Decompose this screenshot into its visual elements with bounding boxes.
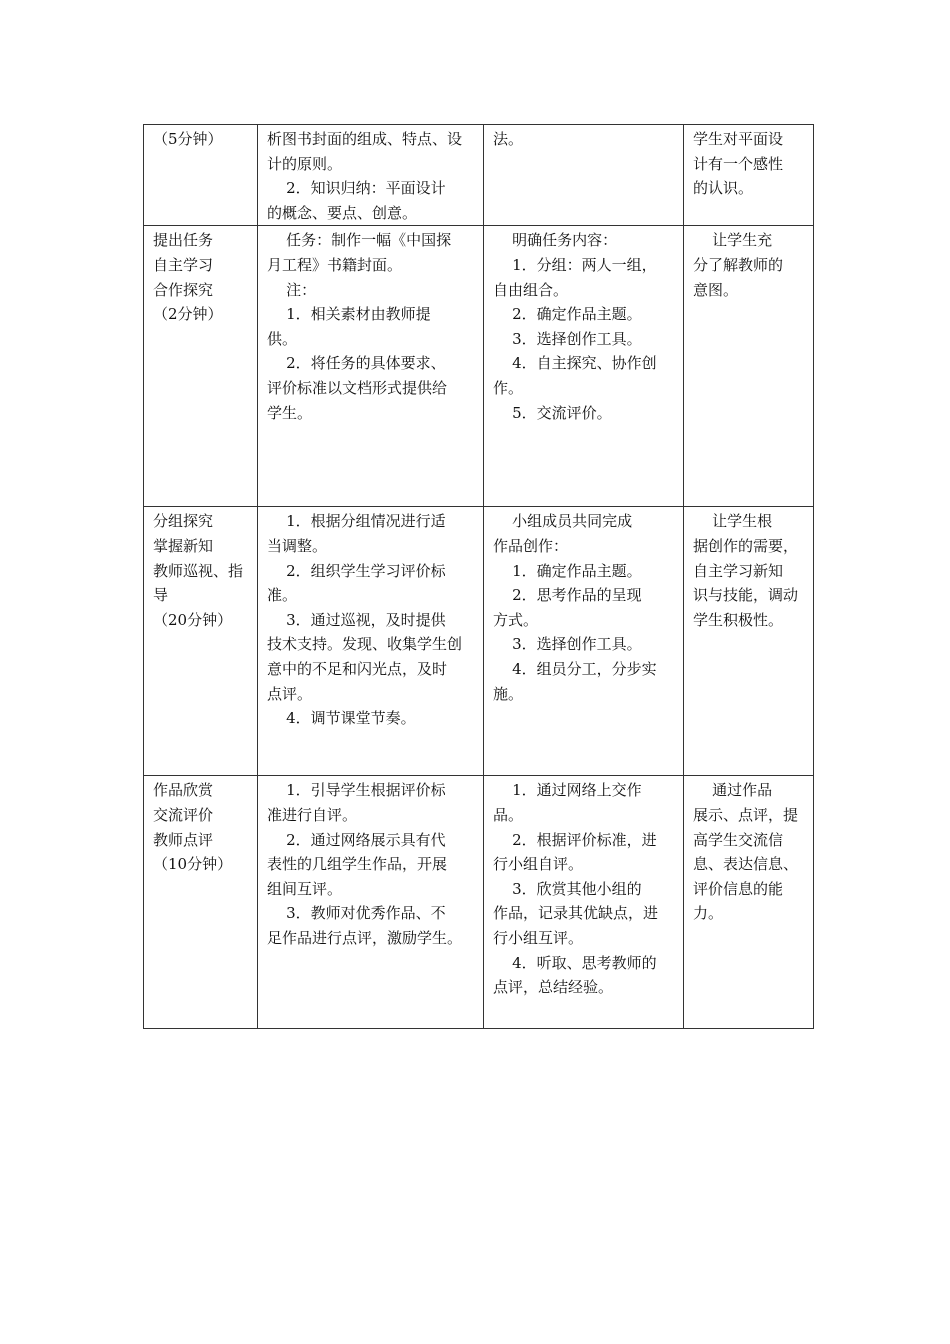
cell-line: 学生积极性。: [693, 610, 784, 629]
lesson-plan-table: [143, 124, 814, 1029]
cell-line: 法。: [493, 130, 524, 148]
cell-line: 1．引导学生根据评价标: [267, 781, 446, 800]
cell-line: 据创作的需要，: [693, 536, 799, 555]
design-intent-cell: [684, 125, 814, 226]
cell-line: 教师巡视、指: [153, 561, 244, 580]
cell-line: 评价标准以文档形式提供给: [267, 378, 448, 397]
cell-line: 3．选择创作工具。: [493, 635, 642, 654]
cell-line: 3．通过巡视，及时提供: [267, 610, 446, 629]
cell-line: 自由组合。: [493, 280, 569, 299]
cell-line: 计有一个感性: [693, 154, 784, 173]
teacher-activity-cell: [258, 226, 484, 507]
student-activity-cell: [484, 776, 684, 1029]
cell-line: （10分钟）: [153, 855, 233, 874]
cell-line: 分组探究: [153, 512, 214, 531]
cell-line: 行小组自评。: [493, 855, 584, 874]
stage-cell: [144, 776, 258, 1029]
cell-line: 析图书封面的组成、特点、设: [267, 130, 463, 148]
cell-line: 作品欣赏: [153, 781, 214, 800]
cell-line: （5分钟）: [153, 130, 223, 148]
cell-line: 的概念、要点、创意。: [267, 203, 418, 222]
cell-line: 月工程》书籍封面。: [267, 255, 403, 274]
cell-line: 学生。: [267, 403, 313, 422]
stage-cell: [144, 507, 258, 776]
cell-line: 2．将任务的具体要求、: [267, 354, 446, 373]
cell-line: 4．自主探究、协作创: [493, 354, 657, 373]
cell-line: 2．思考作品的呈现: [493, 586, 642, 605]
cell-line: 小组成员共同完成: [493, 512, 633, 531]
stage-cell: [144, 125, 258, 226]
cell-line: 表性的几组学生作品，开展: [267, 855, 448, 874]
cell-line: 方式。: [493, 610, 539, 629]
cell-line: 意图。: [693, 280, 739, 299]
student-activity-cell: [484, 125, 684, 226]
table-row: [144, 776, 814, 1029]
cell-line: 1．根据分组情况进行适: [267, 512, 446, 531]
cell-line: 作品，记录其优缺点，进: [493, 904, 659, 923]
cell-line: 2．确定作品主题。: [493, 305, 642, 324]
table-row: [144, 125, 814, 226]
cell-line: 1．通过网络上交作: [493, 781, 642, 800]
cell-line: 2．知识归纳：平面设计: [267, 179, 446, 198]
cell-line: 任务：制作一幅《中国探: [267, 231, 452, 250]
cell-line: 点评，总结经验。: [493, 978, 614, 997]
teacher-activity-cell: [258, 125, 484, 226]
cell-line: 4．组员分工，分步实: [493, 659, 657, 678]
cell-line: 4．听取、思考教师的: [493, 953, 657, 972]
cell-line: 高学生交流信: [693, 830, 784, 849]
cell-line: 技术支持。发现、收集学生创: [267, 635, 463, 654]
student-activity-cell: [484, 226, 684, 507]
cell-line: 展示、点评，提: [693, 805, 799, 824]
cell-line: 2．通过网络展示具有代: [267, 830, 446, 849]
cell-line: 点评。: [267, 684, 313, 703]
cell-line: 2．根据评价标准，进: [493, 830, 657, 849]
cell-line: 让学生充: [693, 231, 773, 250]
cell-line: 施。: [493, 684, 524, 703]
cell-line: 的认识。: [693, 179, 754, 198]
table-row: [144, 507, 814, 776]
cell-line: 当调整。: [267, 536, 328, 555]
cell-line: 1．确定作品主题。: [493, 561, 642, 580]
cell-line: 识与技能，调动: [693, 586, 799, 605]
cell-line: 2．组织学生学习评价标: [267, 561, 446, 580]
cell-line: 息、表达信息、: [693, 855, 799, 874]
cell-line: 供。: [267, 329, 298, 348]
cell-line: 5．交流评价。: [493, 403, 612, 422]
cell-line: 1．相关素材由教师提: [267, 305, 431, 324]
cell-line: 教师点评: [153, 830, 214, 849]
cell-line: 准。: [267, 586, 298, 605]
design-intent-cell: [684, 507, 814, 776]
cell-line: 明确任务内容：: [493, 231, 618, 250]
teacher-activity-cell: [258, 776, 484, 1029]
cell-line: 作品创作：: [493, 536, 569, 555]
cell-line: 自主学习: [153, 255, 214, 274]
design-intent-cell: [684, 776, 814, 1029]
cell-line: 4．调节课堂节奏。: [267, 709, 416, 728]
stage-cell: [144, 226, 258, 507]
cell-line: 分了解教师的: [693, 255, 784, 274]
cell-line: 3．欣赏其他小组的: [493, 879, 642, 898]
cell-line: 合作探究: [153, 280, 214, 299]
cell-line: 导: [153, 586, 169, 605]
cell-line: 交流评价: [153, 805, 214, 824]
teacher-activity-cell: [258, 507, 484, 776]
cell-line: 作。: [493, 378, 524, 397]
cell-line: 学生对平面设: [693, 130, 784, 148]
cell-line: 力。: [693, 904, 724, 923]
cell-line: 掌握新知: [153, 536, 214, 555]
cell-line: 注：: [267, 280, 317, 299]
cell-line: 自主学习新知: [693, 561, 784, 580]
cell-line: 品。: [493, 805, 524, 824]
cell-line: 计的原则。: [267, 154, 343, 173]
design-intent-cell: [684, 226, 814, 507]
cell-line: 准进行自评。: [267, 805, 358, 824]
cell-line: 组间互评。: [267, 879, 343, 898]
cell-line: 让学生根: [693, 512, 773, 531]
cell-line: 3．选择创作工具。: [493, 329, 642, 348]
cell-line: （20分钟）: [153, 610, 233, 629]
cell-line: 足作品进行点评，激励学生。: [267, 928, 463, 947]
cell-line: 意中的不足和闪光点，及时: [267, 659, 448, 678]
cell-line: 1．分组：两人一组，: [493, 255, 657, 274]
cell-line: 评价信息的能: [693, 879, 784, 898]
cell-line: （2分钟）: [153, 305, 223, 324]
student-activity-cell: [484, 507, 684, 776]
cell-line: 提出任务: [153, 231, 214, 250]
cell-line: 行小组互评。: [493, 928, 584, 947]
cell-line: 3．教师对优秀作品、不: [267, 904, 446, 923]
cell-line: 通过作品: [693, 781, 773, 800]
table-row: [144, 226, 814, 507]
